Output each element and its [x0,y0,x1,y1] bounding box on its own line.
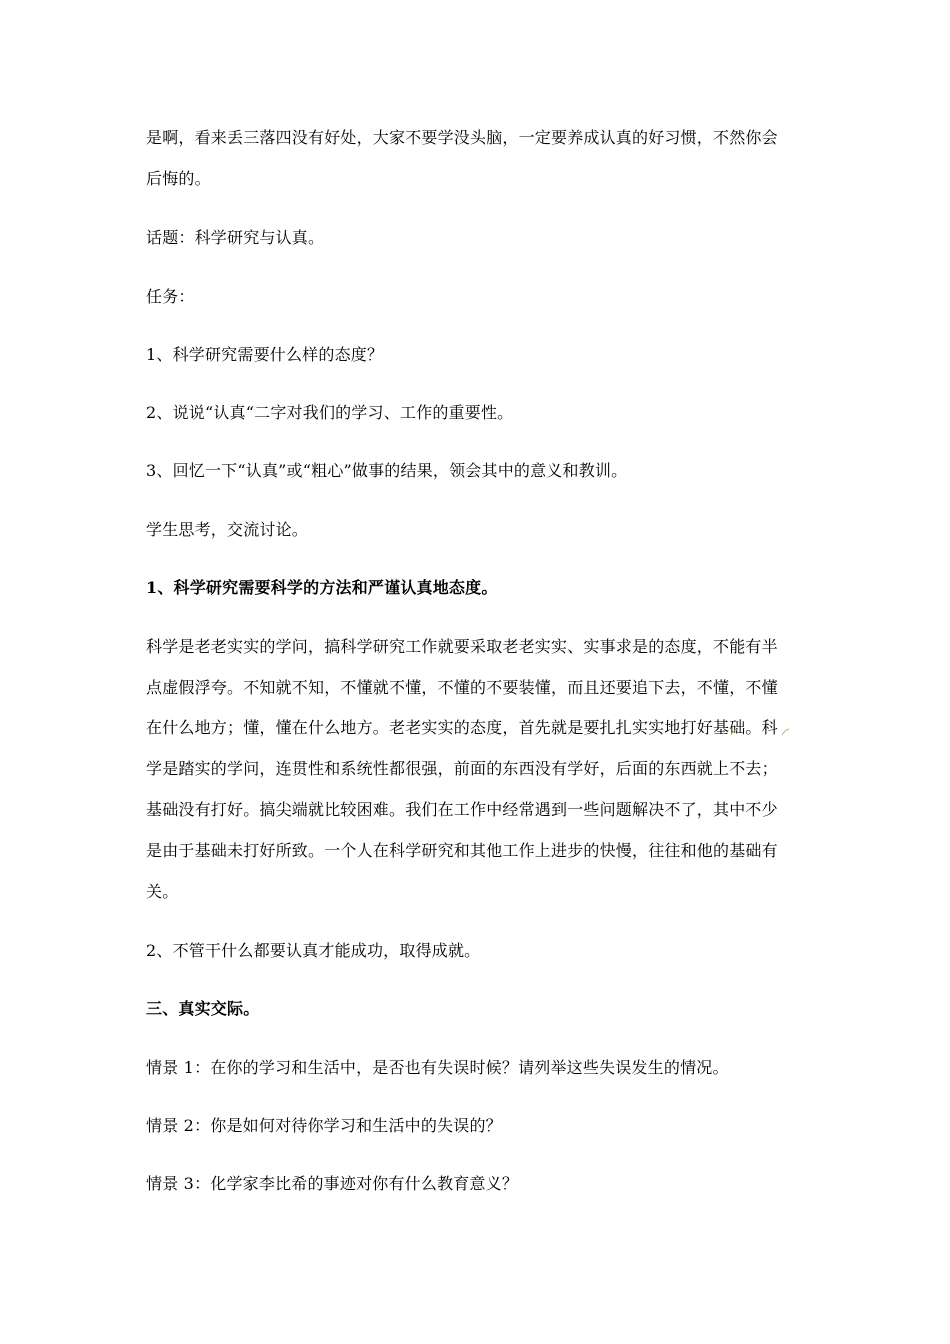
point-2-line: 2、不管干什么都要认真才能成功，取得成就。 [146,941,481,960]
paragraph-line: 点虚假浮夸。不知就不知，不懂就不懂，不懂的不要装懂，而且还要追下去，不懂，不懂 [146,678,778,697]
paragraph-line: 学是踏实的学问，连贯性和系统性都很强，前面的东西没有学好，后面的东西就上不去； [146,759,778,778]
task-heading: 任务： [146,287,195,306]
paragraph-line: 关。 [146,882,179,901]
scenario-1: 情景 1：在你的学习和生活中，是否也有失误时候？请列举这些失误发生的情况。 [146,1058,729,1077]
task-item-1: 1、科学研究需要什么样的态度？ [146,345,384,364]
paragraph-line: 科学是老老实实的学问，搞科学研究工作就要采取老老实实、实事求是的态度，不能有半 [146,637,778,656]
paragraph-line: 后悔的。 [146,169,211,188]
point-1-heading: 1、科学研究需要科学的方法和严谨认真地态度。 [146,578,498,597]
paragraph-line: 基础没有打好。搞尖端就比较困难。我们在工作中经常遇到一些问题解决不了，其中不少 [146,800,778,819]
discussion-line: 学生思考，交流讨论。 [146,520,309,539]
paragraph-line: 在什么地方；懂，懂在什么地方。老老实实的态度，首先就是要扎扎实实地打好基础。科 [146,718,778,737]
paragraph-line: 是啊，看来丢三落四没有好处，大家不要学没头脑，一定要养成认真的好习惯，不然你会 [146,128,778,147]
task-item-3: 3、回忆一下“认真”或“粗心”做事的结果，领会其中的意义和教训。 [146,461,628,480]
tiny-mark-icon [730,727,740,737]
scenario-2: 情景 2：你是如何对待你学习和生活中的失误的？ [146,1116,502,1135]
tiny-mark-icon [781,727,791,737]
section-3-heading: 三、真实交际。 [146,999,260,1018]
topic-line: 话题：科学研究与认真。 [146,228,325,247]
paragraph-line: 是由于基础未打好所致。一个人在科学研究和其他工作上进步的快慢，往往和他的基础有 [146,841,778,860]
scenario-3: 情景 3：化学家李比希的事迹对你有什么教育意义？ [146,1174,519,1193]
task-item-2: 2、说说“认真“二字对我们的学习、工作的重要性。 [146,403,514,422]
